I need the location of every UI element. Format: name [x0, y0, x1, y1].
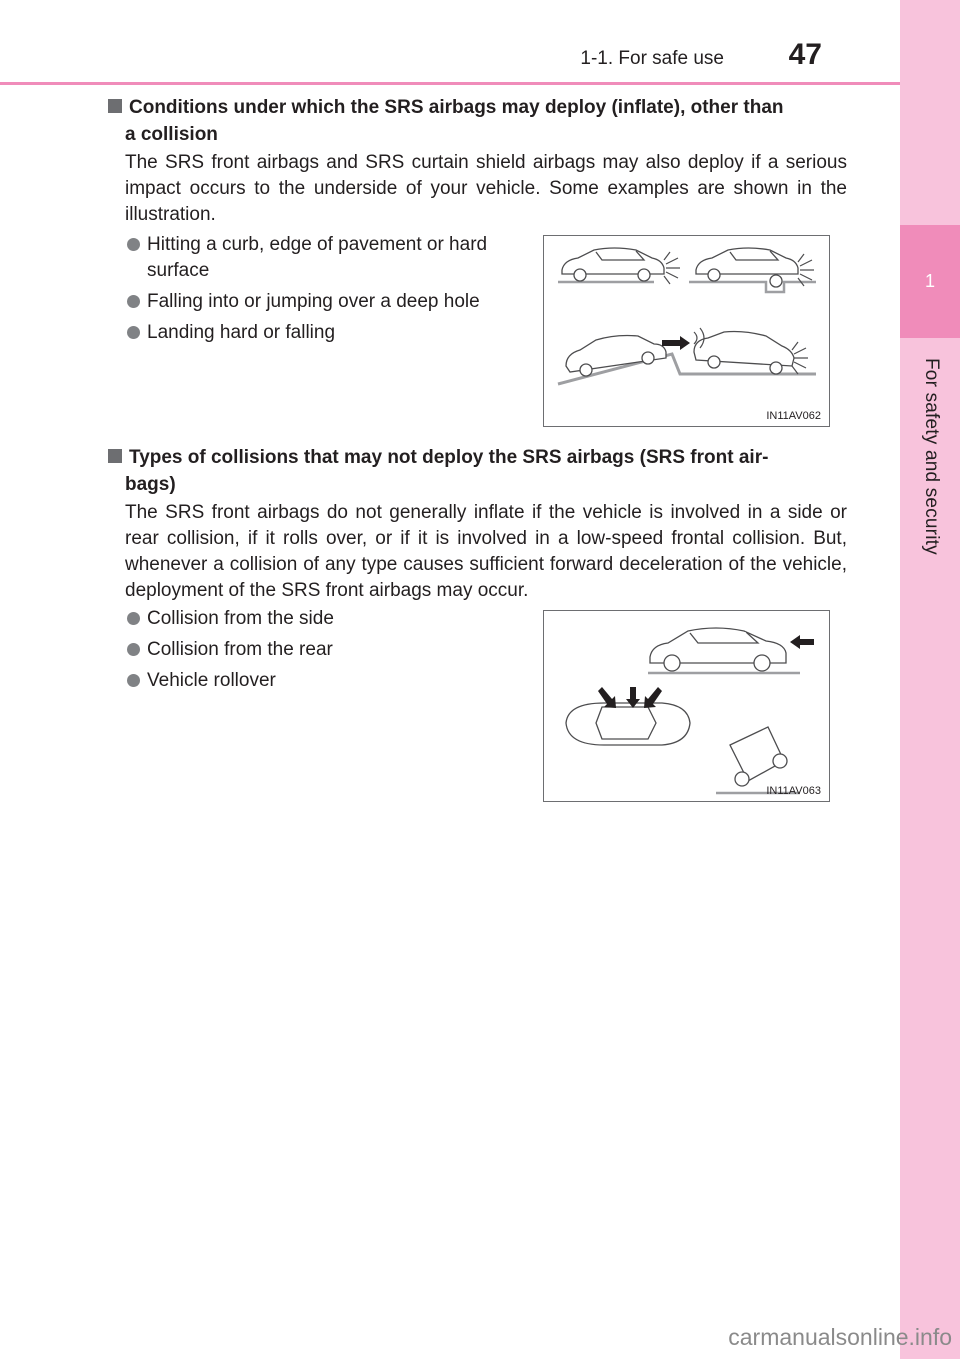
- non-deploy-examples-list: [125, 606, 525, 699]
- running-section-title: 1-1. For safe use: [580, 48, 724, 69]
- non-deploy-paragraph: The SRS front airbags do not generally inflate if the vehicle is involved in a side or rear collision, if it rolls over, or if it is involved in a low-speed frontal collision. But, whenever a collision of any type causes sufficient forward deceleration of the vehicle, deployment of the SRS front airbags may occur.: [125, 502, 847, 601]
- list-item: Hitting a curb, edge of pavement or hard surface: [125, 232, 525, 284]
- list-item: Collision from the rear: [125, 637, 525, 663]
- underside-impact-drawing: [544, 236, 829, 426]
- list-item: Vehicle rollover: [125, 668, 525, 694]
- square-bullet-icon: [108, 99, 122, 113]
- deploy-conditions-paragraph: The SRS front airbags and SRS curtain shield airbags may also deploy if a serious impact occurs to the underside of your vehicle. Some examples are shown in the illustration.: [125, 152, 847, 225]
- illustration-collision-types: [543, 610, 830, 802]
- chapter-title-vertical: For safety and security: [921, 358, 942, 555]
- page-number: 47: [788, 38, 822, 71]
- chapter-number-tab[interactable]: 1: [900, 225, 960, 338]
- page-header: [0, 0, 900, 85]
- list-item: Landing hard or falling: [125, 320, 525, 346]
- square-bullet-icon: [108, 449, 122, 463]
- list-item: Falling into or jumping over a deep hole: [125, 289, 525, 315]
- illustration-underside-impact: [543, 235, 830, 427]
- site-watermark: carmanualsonline.info: [728, 1324, 952, 1350]
- deploy-examples-list: [125, 232, 525, 351]
- collision-types-drawing: [544, 611, 829, 801]
- figure-code: IN11AV062: [766, 410, 821, 422]
- section-heading-deploy-conditions: Conditions under which the SRS airbags may deploy (inflate), other than a collision: [108, 94, 858, 148]
- list-item: Collision from the side: [125, 606, 525, 632]
- figure-code: IN11AV063: [766, 785, 821, 797]
- chapter-side-tab: [900, 0, 960, 1359]
- section-heading-non-deploy-collisions: Types of collisions that may not deploy the SRS airbags (SRS front air- bags): [108, 444, 858, 498]
